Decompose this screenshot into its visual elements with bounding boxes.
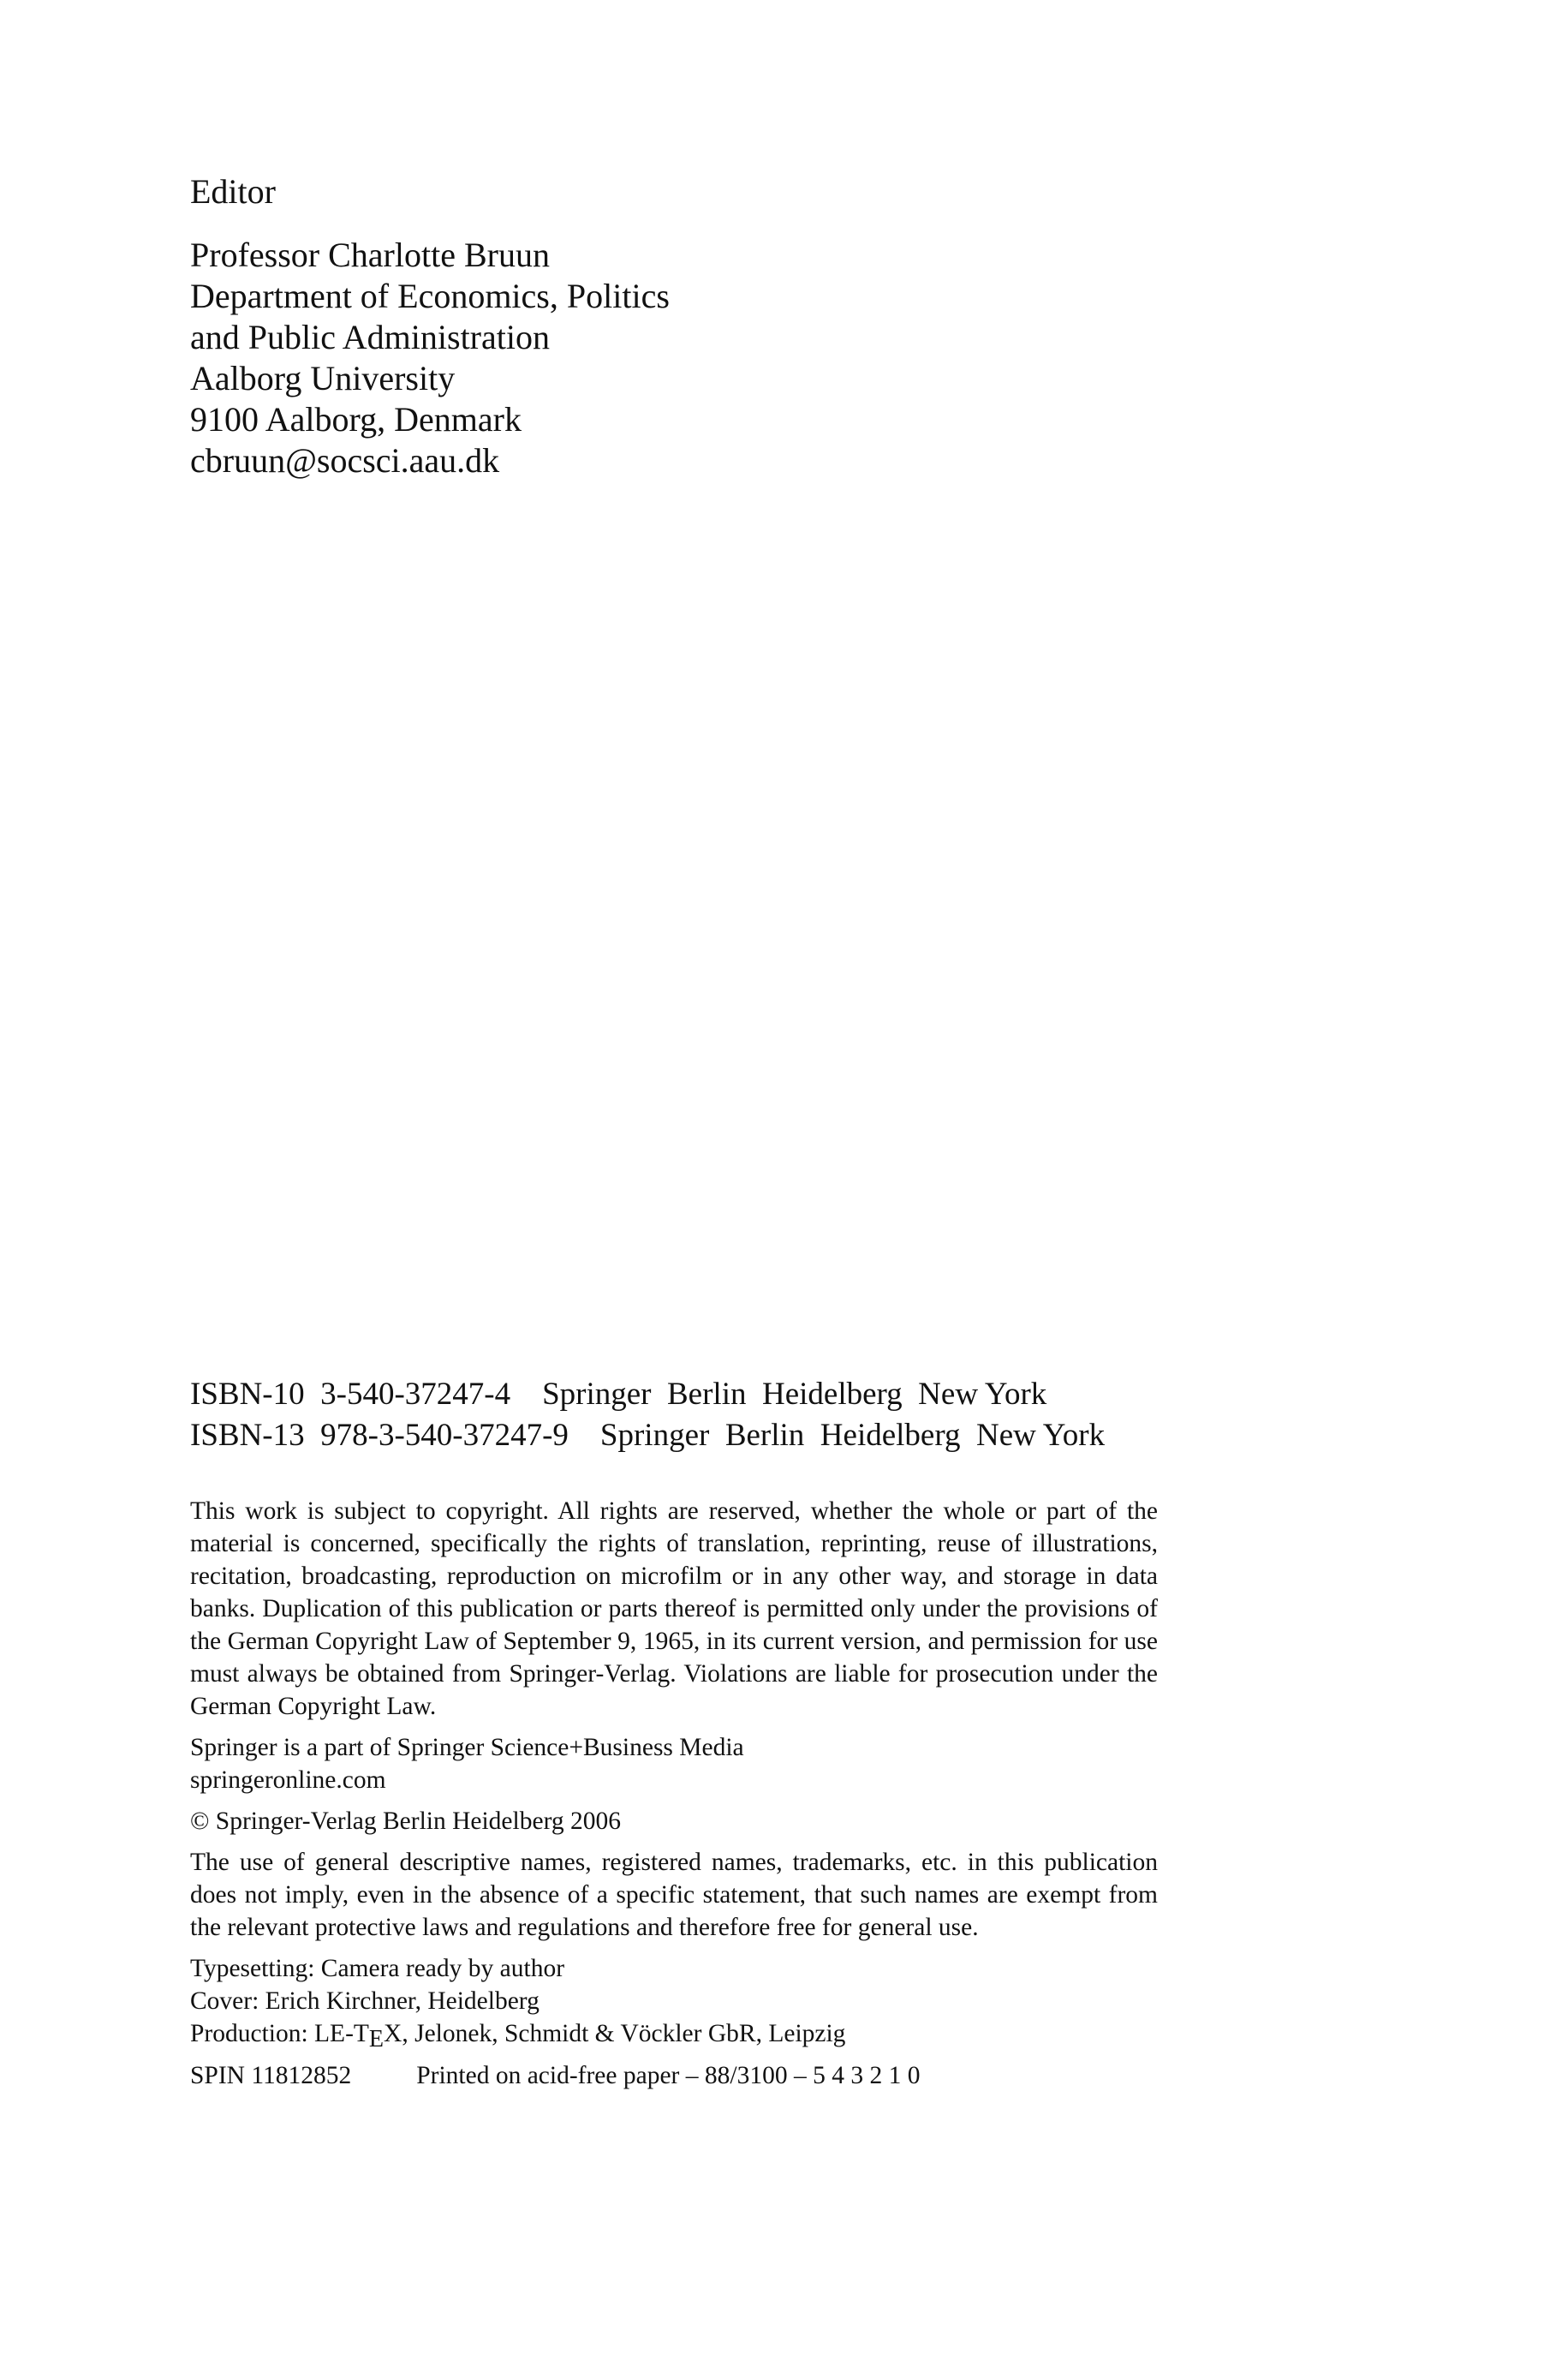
isbn-10-line: ISBN-10 3-540-37247-4 Springer Berlin Heidelberg New York: [190, 1377, 1047, 1412]
production-tex-e: E: [368, 2026, 385, 2053]
copyright-notice: This work is subject to copyright. All rights are reserved, whether the whole or part of the material is concerned, specifically the rights of translation, reprinting, reuse of illustrations, recitation, broadcasting, reproduction on microfilm or in any other way, and storage in data banks. Duplication of this publication or parts thereof is permitted only under the provisions of the German Copyright Law of September 9, 1965, in its current version, and permission for use must always be obtained from Springer-Verlag. Violations are liable for prosecution under the German Copyright Law.: [190, 1497, 1158, 1720]
production-suffix: X, Jelonek, Schmidt & Vöckler GbR, Leipzig: [384, 2020, 846, 2047]
printed-info: Printed on acid-free paper – 88/3100 – 5 4 3 2 1 0: [416, 2062, 921, 2089]
spin-line: [190, 2059, 1158, 2092]
publisher-website: springeronline.com: [190, 1766, 386, 1794]
spin-number: SPIN 11812852: [190, 2062, 352, 2089]
production-credit: [190, 2017, 1158, 2051]
trademark-notice: The use of general descriptive names, registered names, trademarks, etc. in this publication does not imply, even in the absence of a specific statement, that such names are exempt from the relevant protective laws and regulations and therefore free for general use.: [190, 1849, 1158, 1941]
editor-heading: Editor: [190, 172, 276, 211]
editor-department: Department of Economics, Politics: [190, 277, 670, 315]
editor-name: Professor Charlotte Bruun: [190, 236, 550, 274]
typesetting-credit: Typesetting: Camera ready by author: [190, 1955, 565, 1982]
cover-credit: Cover: Erich Kirchner, Heidelberg: [190, 1987, 540, 2015]
legal-block: [190, 1495, 1158, 2092]
copyright-line: © Springer-Verlag Berlin Heidelberg 2006: [190, 1807, 621, 1835]
editor-university: Aalborg University: [190, 359, 456, 397]
editor-city: 9100 Aalborg, Denmark: [190, 400, 522, 439]
publisher-line: Springer is a part of Springer Science+Business Media: [190, 1734, 744, 1761]
isbn-13-line: ISBN-13 978-3-540-37247-9 Springer Berlin Heidelberg New York: [190, 1418, 1106, 1453]
isbn-block: [190, 1374, 1218, 1456]
editor-block: [190, 171, 961, 481]
production-prefix: Production: LE-T: [190, 2020, 369, 2047]
editor-email: cbruun@socsci.aau.dk: [190, 441, 500, 480]
editor-address: [190, 235, 961, 481]
publisher-info: [190, 1731, 1158, 1796]
editor-department-cont: and Public Administration: [190, 318, 550, 356]
production-credits: [190, 1952, 1158, 2051]
